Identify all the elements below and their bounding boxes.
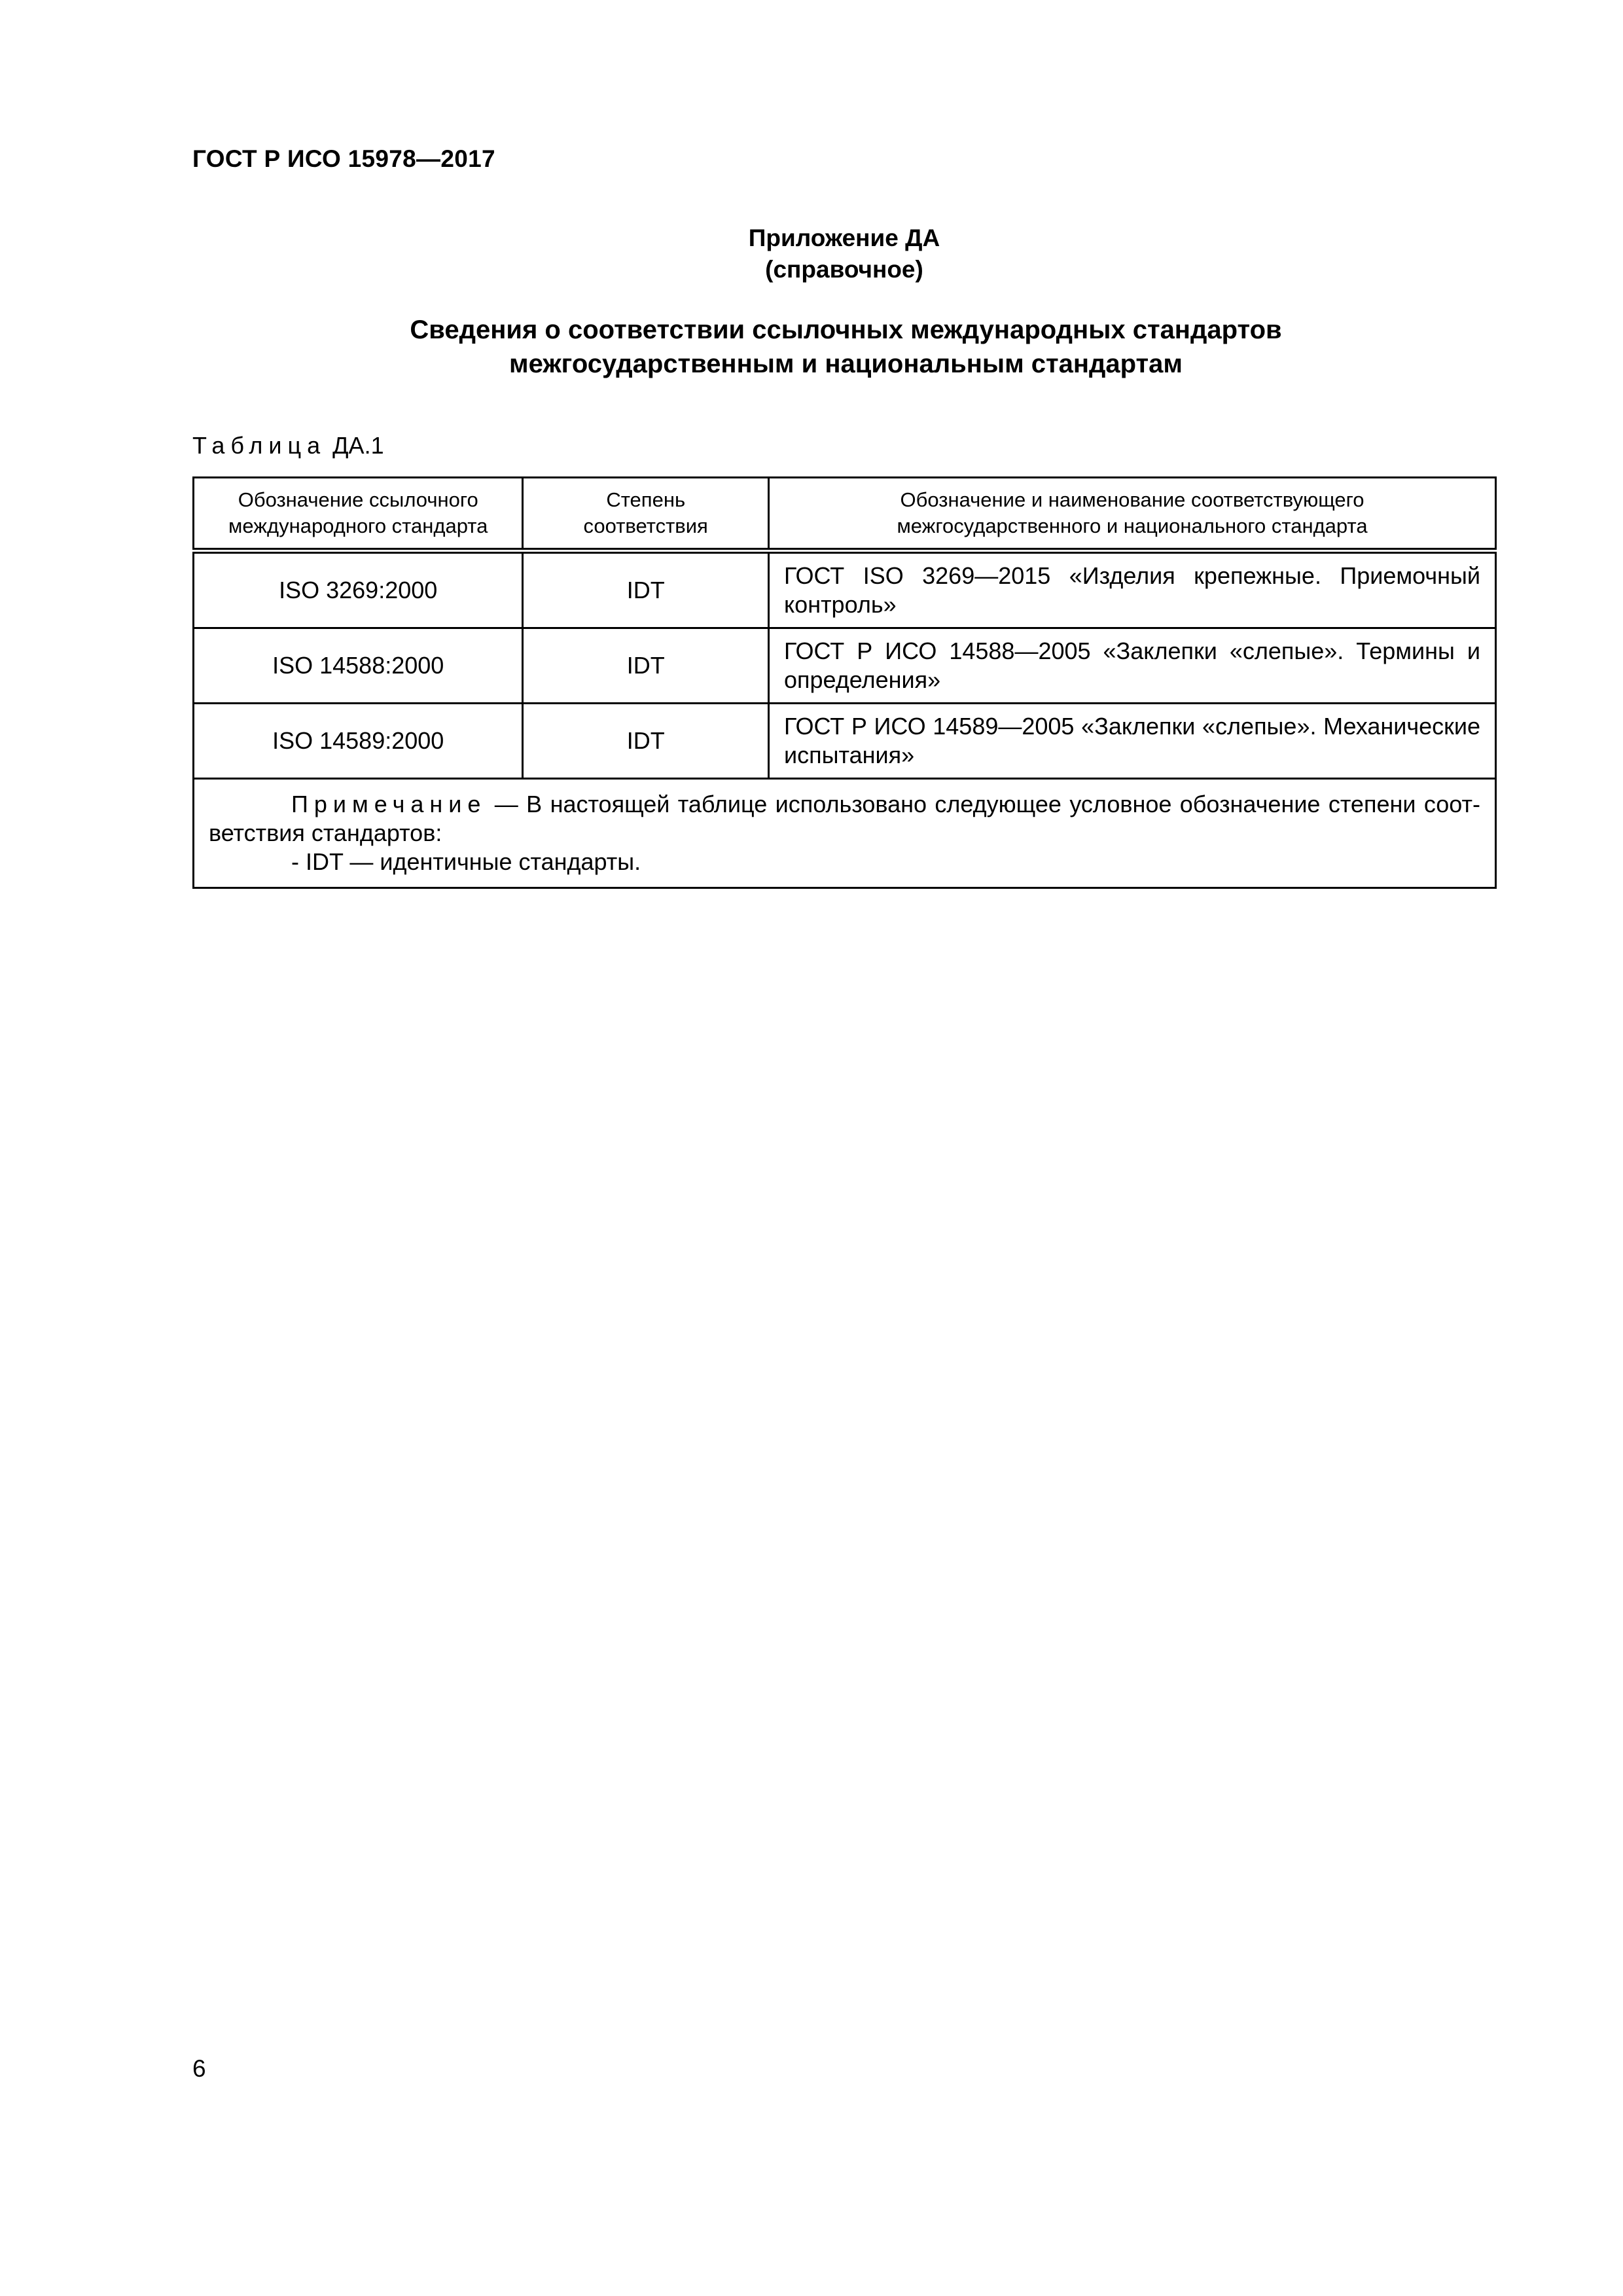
table-header-row [194,478,1496,551]
column-header-line: Обозначение ссылочного [238,488,478,511]
table-caption-label: Таблица [192,432,327,459]
section-title-line-1: Сведения о соответствии ссылочных международных стандартов [410,315,1282,344]
column-header-national-standard [769,478,1496,551]
section-title-line-2: межгосударственным и национальным стандартам [509,350,1183,378]
table-note-row [194,779,1496,888]
national-standard-cell: ГОСТ Р ИСО 14589—2005 «Заклепки «слепые». Механические испытания» [769,704,1496,779]
degree-cell: IDT [523,628,769,704]
degree-cell: IDT [523,704,769,779]
table-caption-number: ДА.1 [332,432,384,459]
table-row [194,704,1496,779]
degree-cell: IDT [523,551,769,628]
column-header-line: межгосударственного и национального стандарта [897,514,1368,537]
table-note [194,779,1496,888]
table-caption [192,432,384,459]
column-header-degree [523,478,769,551]
reference-standard-cell: ISO 14589:2000 [194,704,523,779]
column-header-reference-standard [194,478,523,551]
note-list-item: - IDT — идентичные стандарты. [291,848,641,875]
national-standard-cell: ГОСТ Р ИСО 14588—2005 «Заклепки «слепые». Термины и определения» [769,628,1496,704]
note-label: Примечание [291,791,487,817]
column-header-line: Обозначение и наименование соответствующего [900,488,1364,511]
column-header-line: соответствия [583,514,708,537]
document-designation: ГОСТ Р ИСО 15978—2017 [192,145,495,172]
table-row [194,551,1496,628]
national-standard-cell: ГОСТ ISO 3269—2015 «Изделия крепежные. Приемочный контроль» [769,551,1496,628]
table-row [194,628,1496,704]
column-header-line: международного стандарта [228,514,488,537]
page-number: 6 [192,2055,206,2082]
note-body: — В настоящей таблице использовано следующее условное обозначение степени соответствия стандартов: [209,791,1480,846]
standards-correspondence-table [192,476,1497,889]
annex-title: Приложение ДА [748,224,940,251]
annex-status: (справочное) [765,256,923,283]
column-header-line: Степень [606,488,686,511]
reference-standard-cell: ISO 3269:2000 [194,551,523,628]
reference-standard-cell: ISO 14588:2000 [194,628,523,704]
note-text [209,790,1480,848]
